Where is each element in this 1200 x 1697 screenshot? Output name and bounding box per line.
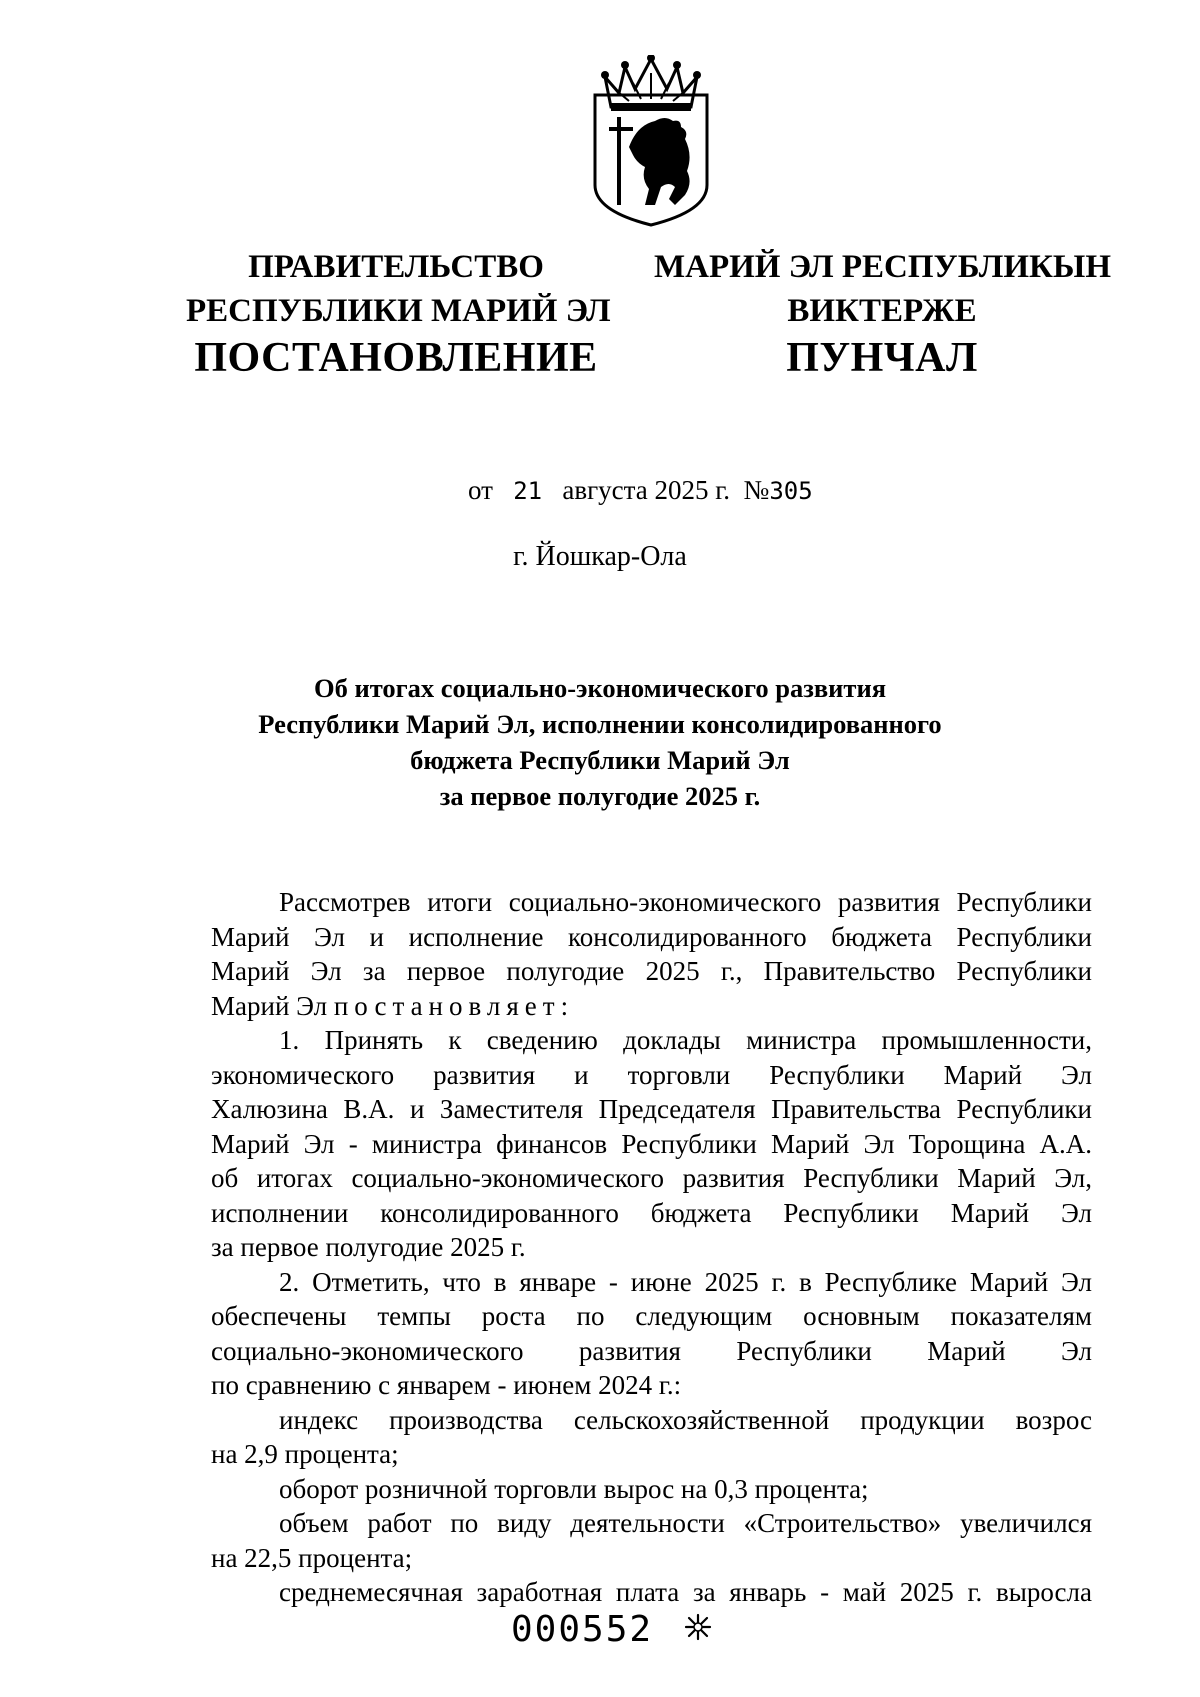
body-text: Марий Эл bbox=[211, 990, 328, 1021]
body-line: 2. Отметить, что в январе - июне 2025 г. в Республике Марий Эл bbox=[279, 1266, 1092, 1297]
date-day: 21 bbox=[513, 477, 543, 505]
body-line: экономического развития и торговли Республики Марий Эл bbox=[211, 1059, 1092, 1090]
document-subject bbox=[180, 670, 1020, 814]
subject-line: бюджета Республики Марий Эл bbox=[410, 745, 790, 775]
body-line: обеспечены темпы роста по следующим основным показателям bbox=[211, 1301, 1092, 1331]
government-name-ru-line2: РЕСПУБЛИКИ МАРИЙ ЭЛ bbox=[186, 293, 611, 329]
subject-line: за первое полугодие 2025 г. bbox=[439, 781, 761, 811]
government-name-mari-line1: МАРИЙ ЭЛ РЕСПУБЛИКЫН bbox=[654, 249, 1112, 285]
body-line: 1. Принять к сведению доклады министра промышленности, bbox=[279, 1025, 1092, 1055]
document-type-ru: ПОСТАНОВЛЕНИЕ bbox=[194, 335, 598, 381]
body-line: Рассмотрев итоги социально-экономического развития Республики bbox=[279, 887, 1092, 917]
date-month-year: августа 2025 г. bbox=[562, 475, 731, 505]
government-name-mari-line2: ВИКТЕРЖЕ bbox=[787, 293, 977, 329]
body-line: за первое полугодие 2025 г. bbox=[211, 1232, 526, 1262]
body-line: Марий Эл за первое полугодие 2025 г., Правительство Республики bbox=[211, 956, 1092, 986]
body-line: исполнении консолидированного бюджета Республики Марий Эл bbox=[211, 1197, 1092, 1228]
body-line: Марий Эл - министра финансов Республики Марий Эл Торощина А.А. bbox=[211, 1128, 1092, 1159]
form-serial-number: 000552 bbox=[511, 1609, 654, 1650]
body-line: социально-экономического развития Республики Марий Эл bbox=[211, 1335, 1092, 1366]
resolution-verb: постановляет: bbox=[333, 990, 575, 1021]
body-line: индекс производства сельскохозяйственной продукции возрос bbox=[279, 1404, 1092, 1435]
asterisk-mark-icon bbox=[683, 1612, 713, 1642]
document-date bbox=[468, 475, 813, 506]
document-city: г. Йошкар-Ола bbox=[513, 541, 687, 572]
body-line: Марий Эл и исполнение консолидированного бюджета Республики bbox=[211, 921, 1092, 952]
document-body bbox=[211, 885, 1092, 1610]
body-line: об итогах социально-экономического развития Республики Марий Эл, bbox=[211, 1163, 1092, 1193]
date-prefix: от bbox=[468, 475, 493, 505]
government-name-ru bbox=[186, 245, 611, 333]
number-sign: № bbox=[743, 475, 770, 505]
body-line: объем работ по виду деятельности «Строительство» увеличился bbox=[279, 1508, 1092, 1538]
government-name-ru-line1: ПРАВИТЕЛЬСТВО bbox=[248, 249, 544, 285]
coat-of-arms-emblem-icon bbox=[589, 55, 713, 227]
document-number: 305 bbox=[769, 477, 813, 505]
subject-line: Республики Марий Эл, исполнении консолидированного bbox=[258, 709, 942, 739]
body-line: Халюзина В.А. и Заместителя Председателя Правительства Республики bbox=[211, 1094, 1092, 1124]
body-line: среднемесячная заработная плата за январь - май 2025 г. выросла bbox=[279, 1577, 1092, 1607]
body-line: оборот розничной торговли вырос на 0,3 процента; bbox=[279, 1473, 869, 1504]
government-name-mari bbox=[654, 245, 1110, 333]
subject-line: Об итогах социально-экономического развития bbox=[313, 673, 887, 703]
document-type-mari: ПУНЧАЛ bbox=[786, 335, 978, 381]
body-line: на 2,9 процента; bbox=[211, 1439, 399, 1469]
body-line: по сравнению с январем - июнем 2024 г.: bbox=[211, 1370, 682, 1400]
body-line bbox=[211, 989, 1092, 1024]
body-line: на 22,5 процента; bbox=[211, 1542, 413, 1573]
